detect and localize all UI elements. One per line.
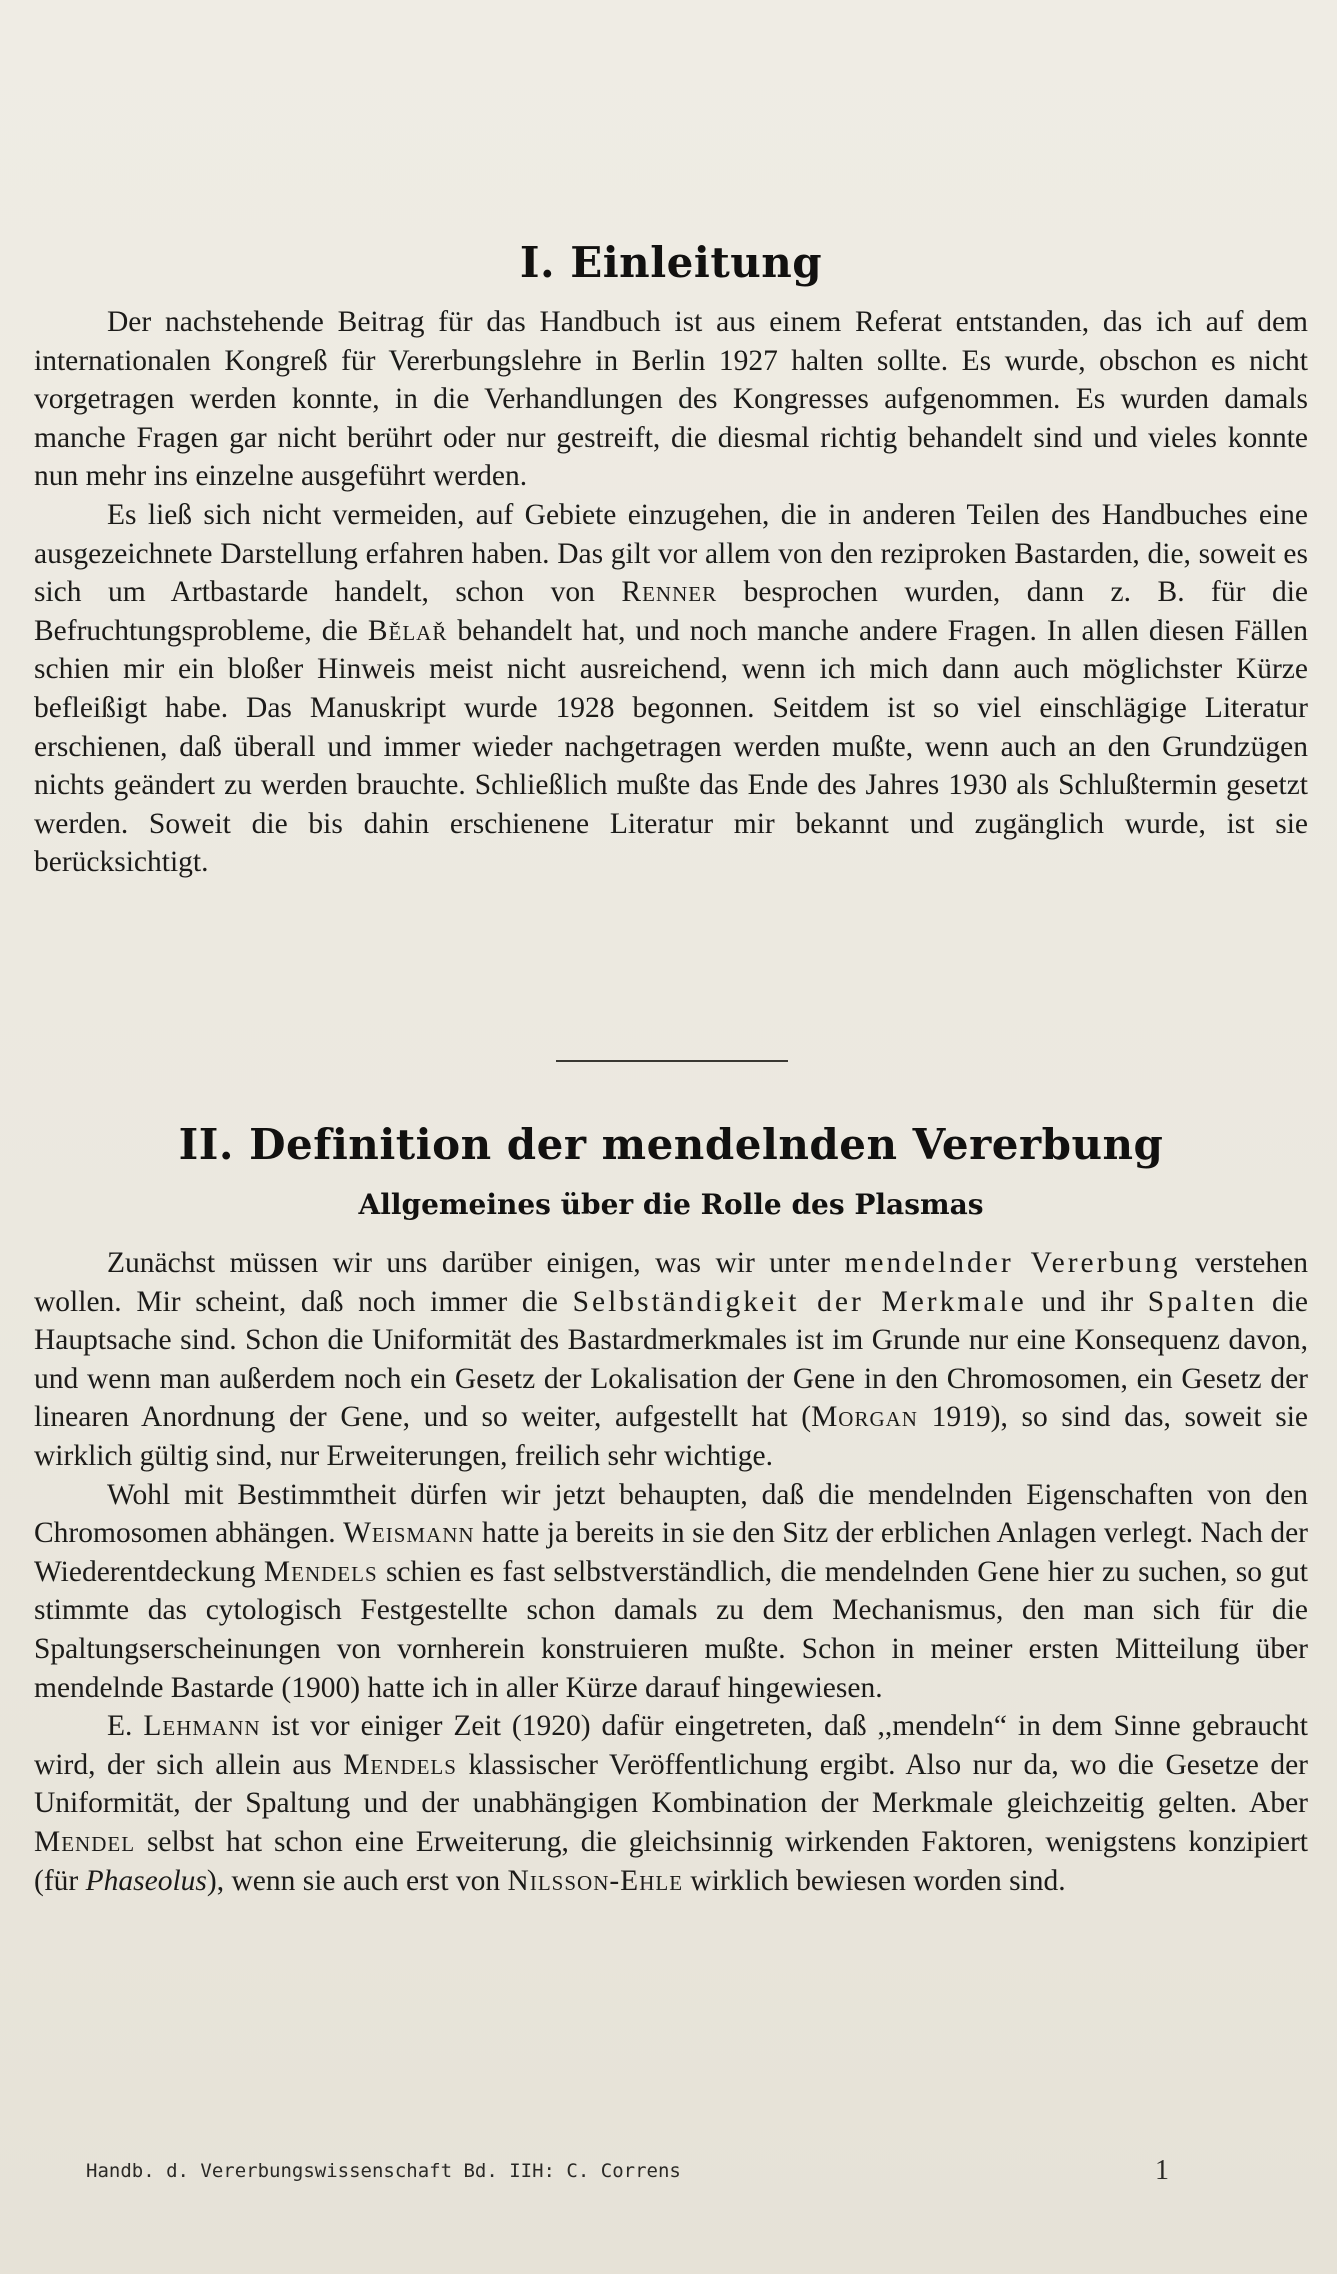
- text-run: die Hauptsache sind. Schon die Uniformität des Bastardmerkmales ist im Grunde nur eine Konsequenz davon, und wenn man außerdem noch ein Gesetz der Lokalisation der Gene in den Chromosomen, ein Gesetz der linearen Anordnung der Gene, und so weiter, aufgestellt hat (: [34, 1285, 1308, 1434]
- text-run: besprochen wurden, dann z. B. für die Befruchtungsprobleme, die: [34, 576, 1308, 647]
- subsection-heading: Allgemeines über die Rolle des Plasmas: [358, 1188, 984, 1221]
- author-name: Renner: [621, 576, 718, 609]
- spaced-emphasis: Selbständigkeit der Merkmale: [572, 1285, 1027, 1318]
- text-run: Wohl mit Bestimmtheit dürfen wir jetzt behaupten, daß die mendelnden Eigenschaften von den Chromosomen abhängen.: [34, 1478, 1308, 1550]
- spaced-emphasis: Spalten: [1147, 1285, 1258, 1318]
- einleitung-body: [34, 303, 1308, 882]
- author-name: Weismann: [343, 1517, 475, 1550]
- running-footer: Handb. d. Vererbungswissenschaft Bd. IIH: C. Correns: [86, 2160, 681, 2182]
- paragraph: Der nachstehende Beitrag für das Handbuch ist aus einem Referat entstanden, das ich auf dem internationalen Kongreß für Vererbungslehre in Berlin 1927 halten sollte. Es wurde, obschon es nicht vorgetragen werden konnte, in die Verhandlungen des Kongresses aufgenommen. Es wurden damals manche Fragen gar nicht berührt oder nur gestreift, die diesmal richtig behandelt sind und vieles konnte nun mehr ins einzelne ausgeführt werden.: [34, 306, 1308, 493]
- text-run: Es ließ sich nicht vermeiden, auf Gebiete einzugehen, die in anderen Teilen des Handbuches eine ausgezeichnete Darstellung erfahren haben. Das gilt vor allem von den reziproken Bastarden, die, soweit es sich um Artbastarde handelt, schon von: [34, 498, 1308, 609]
- text-run: 1919), so sind das, soweit sie wirklich gültig sind, nur Erweiterungen, freilich sehr wichtige.: [34, 1401, 1308, 1472]
- author-name: Mendels: [343, 1748, 457, 1781]
- species-name: Phaseolus: [85, 1864, 207, 1897]
- spaced-emphasis: mendelnder Vererbung: [844, 1247, 1181, 1279]
- author-name: Bělař: [367, 614, 448, 647]
- paragraph: [34, 1476, 1308, 1708]
- definition-body: [34, 1244, 1308, 1900]
- paragraph: [34, 1707, 1308, 1900]
- paragraph: [34, 1244, 1308, 1476]
- subsection: [34, 1188, 1308, 1221]
- author-name: Nilsson-Ehle: [507, 1864, 684, 1897]
- section-divider: [556, 1060, 788, 1062]
- text-run: ist vor einiger Zeit (1920) dafür eingetreten, daß ,,mendeln“ in dem Sinne gebraucht wird, der sich allein aus: [34, 1710, 1308, 1781]
- text-run: E.: [107, 1710, 144, 1743]
- section-heading-einleitung: I. Einleitung: [519, 238, 823, 287]
- section-definition: [34, 1120, 1308, 1169]
- text-run: selbst hat schon eine Erweiterung, die gleichsinnig wirkenden Faktoren, wenigstens konzipiert (für: [34, 1825, 1308, 1897]
- page-number: 1: [1155, 2155, 1169, 2186]
- author-name: Mendel: [34, 1825, 136, 1858]
- text-run: Zunächst müssen wir uns darüber einigen, was wir unter: [107, 1247, 845, 1279]
- text-run: hatte ja bereits in sie den Sitz der erblichen Anlagen verlegt. Nach der Wiederentdeckung: [34, 1517, 1308, 1588]
- text-run: behandelt hat, und noch manche andere Fragen. In allen diesen Fällen schien mir ein bloßer Hinweis meist nicht ausreichend, wenn ich mich dann auch möglichster Kürze befleißigt habe. Das Manuskript wurde 1928 begonnen. Seitdem ist so viel einschlägige Literatur erschienen, daß überall und immer wieder nachgetragen werden mußte, wenn auch an den Grundzügen nichts geändert zu werden brauchte. Schließlich mußte das Ende des Jahres 1930 als Schlußtermin gesetzt werden. Soweit die bis dahin erschienene Literatur mir bekannt und zugänglich wurde, ist sie berücksichtigt.: [34, 614, 1308, 879]
- author-name: Mendels: [263, 1555, 378, 1588]
- text-run: verstehen wollen. Mir scheint, daß noch immer die: [34, 1247, 1308, 1318]
- text-run: wirklich bewiesen worden sind.: [683, 1864, 1066, 1897]
- section-heading-definition: II. Definition der mendelnden Vererbung: [178, 1120, 1164, 1169]
- paragraph: [34, 496, 1308, 882]
- text-run: schien es fast selbstverständlich, die mendelnden Gene hier zu suchen, so gut stimmte das cytologisch Festgestellte schon damals zu dem Mechanismus, den man sich für die Spaltungserscheinungen von vornherein konstruieren mußte. Schon in meiner ersten Mitteilung über mendelnde Bastarde (1900) hatte ich in aller Kürze darauf hingewiesen.: [34, 1555, 1308, 1704]
- text-run: und ihr: [1026, 1285, 1148, 1318]
- text-run: klassischer Veröffentlichung ergibt. Also nur da, wo die Gesetze der Uniformität, der Spaltung und der unabhängigen Kombination der Merkmale gleichzeitig gelten. Aber: [34, 1748, 1308, 1820]
- section-einleitung: [34, 238, 1308, 287]
- text-run: ), wenn sie auch erst von: [206, 1864, 508, 1897]
- author-name: Morgan: [811, 1401, 918, 1434]
- author-name: Lehmann: [143, 1710, 261, 1743]
